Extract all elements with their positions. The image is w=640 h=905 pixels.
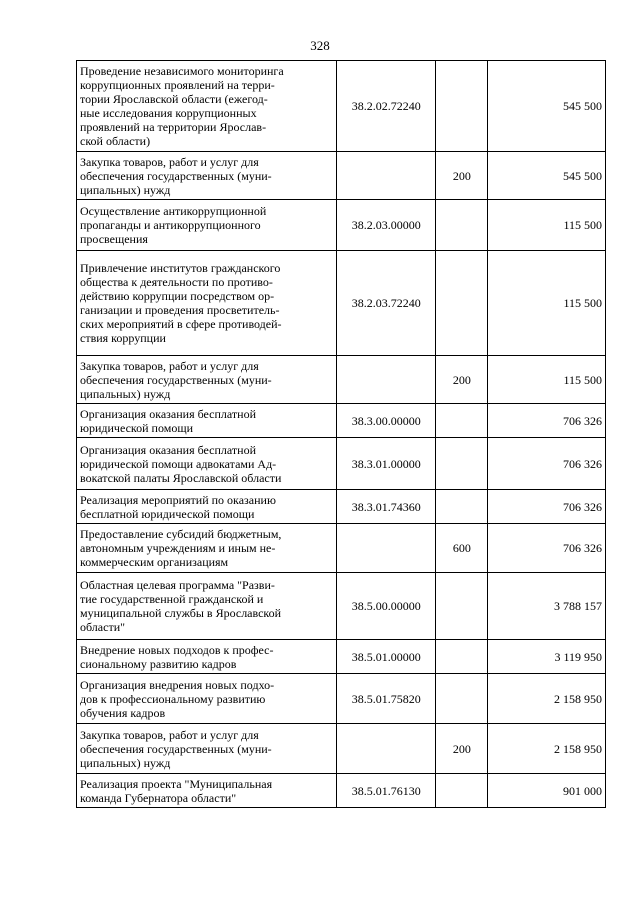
row-name: Организация внедрения новых подхо- дов к профессиональному развитию обучения кадров (80, 677, 275, 720)
row-name-cell (77, 200, 337, 251)
row-expense-type (436, 490, 488, 524)
row-expense-type (436, 674, 488, 724)
table-row (77, 438, 606, 490)
row-code (336, 356, 435, 404)
row-expense-type (436, 251, 488, 356)
page-number: 328 (310, 38, 330, 53)
row-amount: 2 158 950 (488, 724, 606, 774)
row-expense-type: 200 (436, 356, 488, 404)
row-name-cell (77, 61, 337, 152)
table-row (77, 200, 606, 251)
row-amount: 545 500 (488, 152, 606, 200)
table-row (77, 251, 606, 356)
table-row (77, 61, 606, 152)
row-code: 38.5.01.75820 (336, 674, 435, 724)
row-code: 38.2.03.72240 (336, 251, 435, 356)
row-code (336, 724, 435, 774)
table-row (77, 524, 606, 573)
row-code: 38.5.01.76130 (336, 774, 435, 808)
row-name: Областная целевая программа "Разви- тие государственной гражданской и муниципальной службы в Ярославской области" (80, 578, 282, 634)
row-name-cell (77, 674, 337, 724)
row-expense-type (436, 61, 488, 152)
row-code: 38.2.03.00000 (336, 200, 435, 251)
row-name: Закупка товаров, работ и услуг для обеспечения государственных (муни- ципальных) нужд (80, 727, 272, 770)
table-row (77, 674, 606, 724)
row-name-cell (77, 640, 337, 674)
row-code: 38.3.00.00000 (336, 404, 435, 438)
row-expense-type (436, 438, 488, 490)
row-code: 38.2.02.72240 (336, 61, 435, 152)
row-code: 38.3.01.00000 (336, 438, 435, 490)
table-row (77, 404, 606, 438)
row-expense-type (436, 640, 488, 674)
row-amount: 115 500 (488, 200, 606, 251)
row-name: Привлечение институтов гражданского общества к деятельности по противо- действию коррупции посредством ор- ганизации и проведения просветитель- ских мероприятий в сфере противодей- ствия коррупции (80, 261, 282, 345)
row-name: Внедрение новых подходов к профес- сиональному развитию кадров (80, 642, 274, 671)
row-name-cell (77, 573, 337, 640)
row-name-cell (77, 356, 337, 404)
row-name: Реализация мероприятий по оказанию бесплатной юридической помощи (80, 492, 276, 521)
table-row (77, 774, 606, 808)
row-expense-type: 200 (436, 724, 488, 774)
row-code: 38.3.01.74360 (336, 490, 435, 524)
row-name: Осуществление антикоррупционной пропаганды и антикоррупционного просвещения (80, 204, 267, 246)
table-row (77, 356, 606, 404)
row-expense-type: 600 (436, 524, 488, 573)
row-name: Организация оказания бесплатной юридической помощи (80, 406, 257, 435)
row-name-cell (77, 524, 337, 573)
row-amount: 545 500 (488, 61, 606, 152)
row-amount: 706 326 (488, 524, 606, 573)
row-code (336, 524, 435, 573)
row-amount: 115 500 (488, 251, 606, 356)
row-name: Реализация проекта "Муниципальная команда Губернатора области" (80, 776, 273, 805)
table-body (77, 61, 606, 808)
table-row (77, 490, 606, 524)
row-name: Организация оказания бесплатной юридической помощи адвокатами Ад- вокатской палаты Ярославской области (80, 442, 282, 485)
row-name-cell (77, 404, 337, 438)
row-amount: 706 326 (488, 438, 606, 490)
row-amount: 3 119 950 (488, 640, 606, 674)
row-code (336, 152, 435, 200)
row-code: 38.5.00.00000 (336, 573, 435, 640)
row-name-cell (77, 251, 337, 356)
table-row (77, 724, 606, 774)
row-expense-type (436, 200, 488, 251)
row-name: Закупка товаров, работ и услуг для обеспечения государственных (муни- ципальных) нужд (80, 154, 272, 197)
row-name-cell (77, 490, 337, 524)
row-expense-type (436, 774, 488, 808)
row-amount: 115 500 (488, 356, 606, 404)
row-name: Закупка товаров, работ и услуг для обеспечения государственных (муни- ципальных) нужд (80, 358, 272, 401)
row-name-cell (77, 438, 337, 490)
row-expense-type (436, 404, 488, 438)
row-amount: 2 158 950 (488, 674, 606, 724)
row-name-cell (77, 152, 337, 200)
table-row (77, 152, 606, 200)
row-name-cell (77, 774, 337, 808)
table-row (77, 573, 606, 640)
table-row (77, 640, 606, 674)
budget-table (76, 60, 606, 808)
row-expense-type (436, 573, 488, 640)
row-amount: 901 000 (488, 774, 606, 808)
row-amount: 3 788 157 (488, 573, 606, 640)
row-code: 38.5.01.00000 (336, 640, 435, 674)
row-name: Предоставление субсидий бюджетным, автономным учреждениям и иным не- коммерческим организациям (80, 527, 282, 569)
row-name: Проведение независимого мониторинга коррупционных проявлений на терри- тории Ярославской области (ежегод- ные исследования коррупционных проявлений на территории Ярослав- ской области) (80, 64, 284, 148)
row-expense-type: 200 (436, 152, 488, 200)
row-name-cell (77, 724, 337, 774)
row-amount: 706 326 (488, 404, 606, 438)
row-amount: 706 326 (488, 490, 606, 524)
